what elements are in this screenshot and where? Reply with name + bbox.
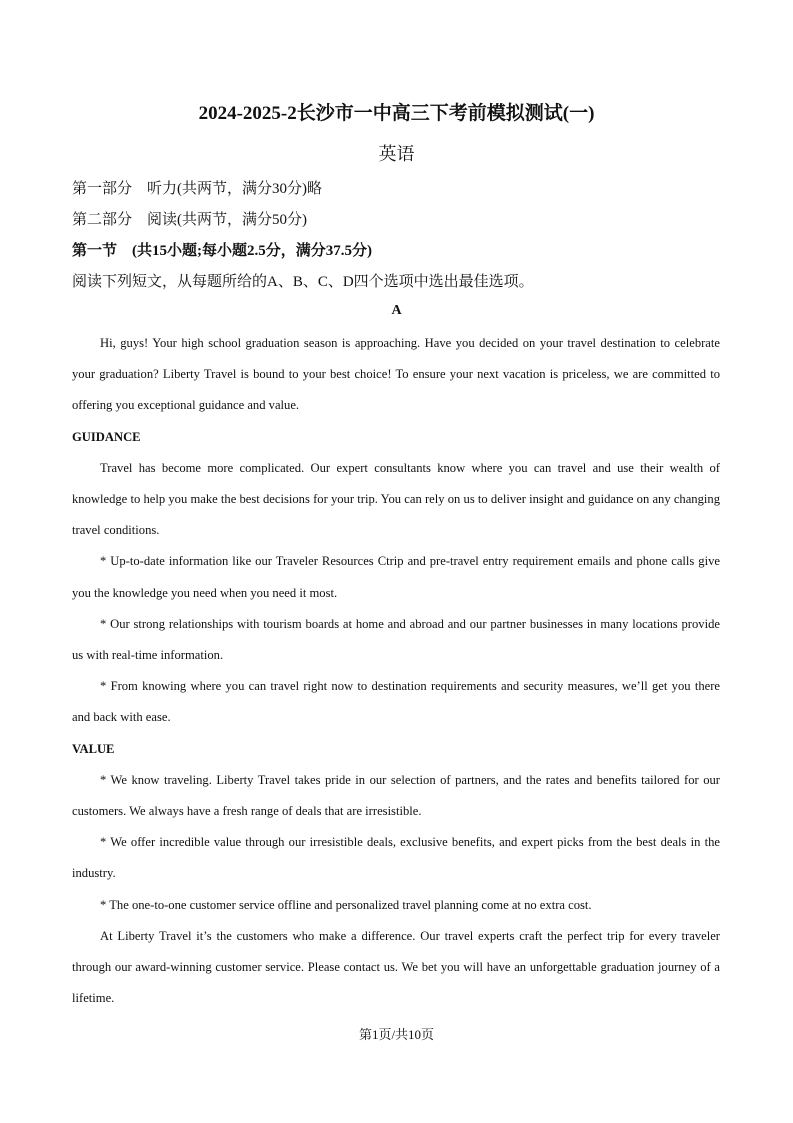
value-item: * We know traveling. Liberty Travel takes pride in our selection of partners, and the rates and benefits tailored for our customers. We always have a fresh range of deals that are irresistible. — [72, 772, 720, 819]
guidance-item: * Up-to-date information like our Traveler Resources Ctrip and pre-travel entry requirement emails and phone calls give you the knowledge you need when you need it most. — [72, 554, 720, 600]
passage-body — [72, 328, 720, 1014]
passage-intro: Hi, guys! Your high school graduation season is approaching. Have you decided on your travel destination to celebrate your graduation? Liberty Travel is bound to your best choice! To ensure your next vacation is priceless, we are committed to offering you exceptional guidance and value. — [72, 336, 720, 413]
guidance-text: Travel has become more complicated. Our expert consultants know where you can travel and use their wealth of knowledge to help you make the best decisions for your trip. You can rely on us to deliver insight and guidance on any changing travel conditions. — [72, 460, 720, 538]
value-item: * We offer incredible value through our irresistible deals, exclusive benefits, and expert picks from the best deals in the industry. — [72, 835, 720, 881]
passage-label: A — [391, 303, 402, 318]
part1-heading: 第一部分 听力(共两节，满分30分)略 — [72, 181, 322, 197]
directions: 阅读下列短文，从每题所给的A、B、C、D四个选项中选出最佳选项。 — [72, 274, 534, 290]
section1-heading: 第一节 (共15小题;每小题2.5分，满分37.5分) — [72, 243, 372, 259]
part2-heading: 第二部分 阅读(共两节，满分50分) — [72, 212, 307, 228]
guidance-item: * From knowing where you can travel right now to destination requirements and security measures, we’ll get you there and back with ease. — [72, 679, 720, 725]
guidance-item: * Our strong relationships with tourism boards at home and abroad and our partner businesses in many locations provide us with real-time information. — [72, 616, 720, 663]
closing-paragraph: At Liberty Travel it’s the customers who make a difference. Our travel experts craft the perfect trip for every traveler through our award-winning customer service. Please contact us. We bet you will have an unforgettable graduation journey of a lifetime. — [72, 928, 720, 1006]
exam-title: 2024-2025-2长沙市一中高三下考前模拟测试(一) — [198, 103, 595, 124]
value-heading: VALUE — [72, 741, 115, 756]
subject-title: 英语 — [378, 144, 415, 164]
guidance-heading: GUIDANCE — [72, 429, 141, 444]
value-item: * The one-to-one customer service offline and personalized travel planning come at no extra cost. — [100, 897, 592, 912]
page-number: 第1页/共10页 — [358, 1027, 435, 1042]
